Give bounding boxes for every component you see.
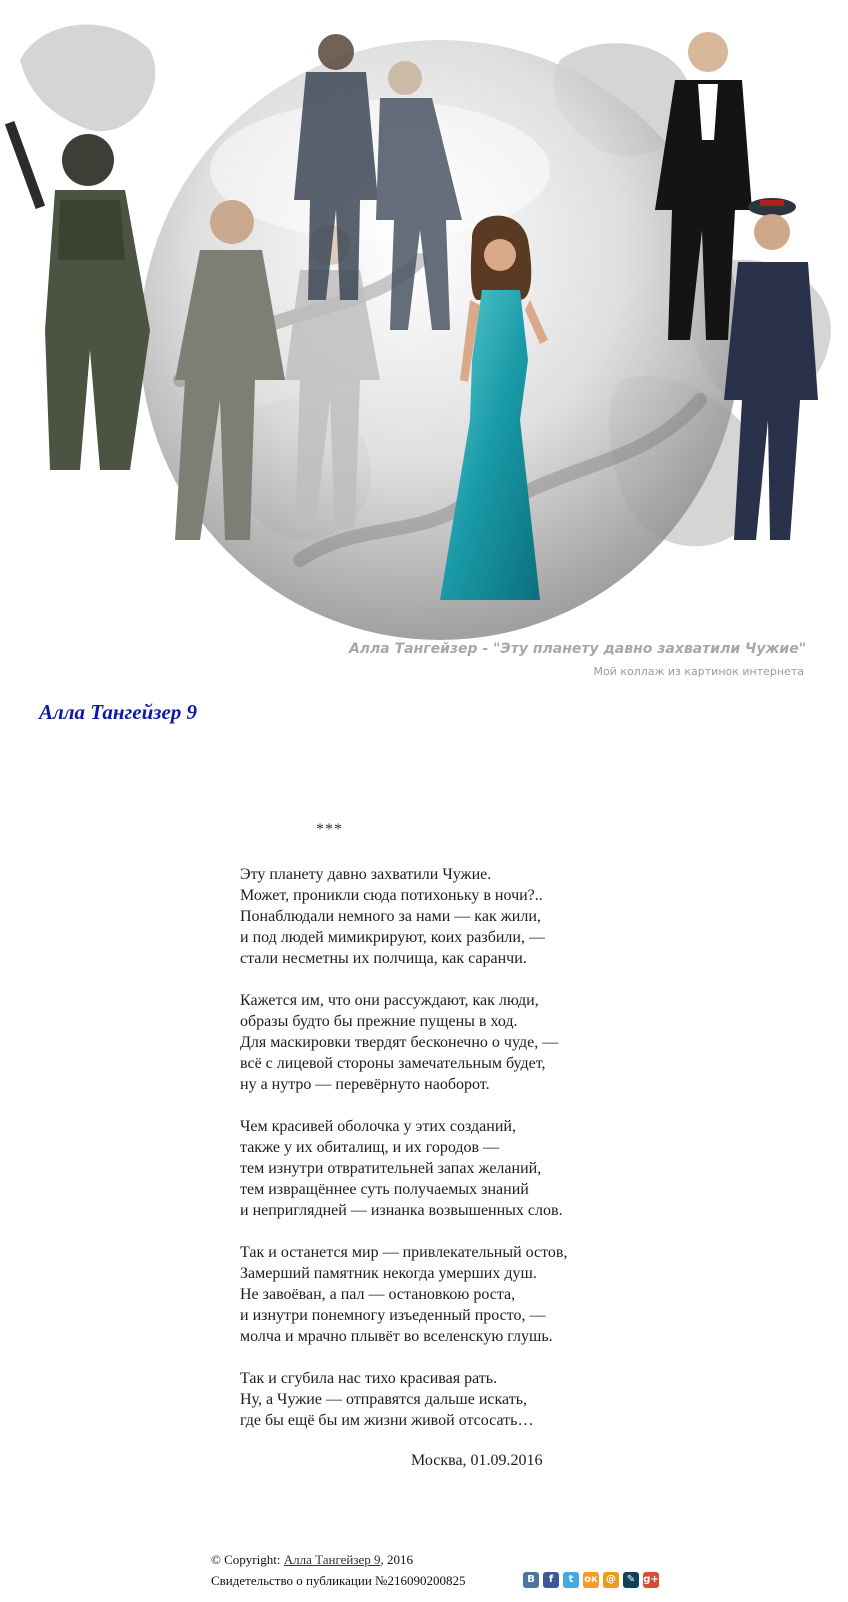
collage-caption-subtitle: Мой коллаж из картинок интернета [593, 665, 804, 678]
poem-line: Так и останется мир — привлекательный остов, [240, 1244, 568, 1261]
author-link[interactable]: Алла Тангейзер 9 [39, 700, 198, 724]
poem-line: Так и сгубила нас тихо красивая рать. [240, 1370, 498, 1387]
poem-line: Не завоёван, а пал — остановкою роста, [240, 1286, 516, 1303]
poem-line: и неприглядней — изнанка возвышенных слов. [240, 1202, 563, 1219]
poem-line: Для маскировки твердят бесконечно о чуде, — [240, 1034, 559, 1051]
copyright-prefix: © Copyright: [211, 1552, 284, 1567]
poem-line: тем изнутри отвратительней запах желаний, [240, 1160, 542, 1177]
googleplus-icon[interactable]: g+ [643, 1572, 659, 1588]
poem-line: и под людей мимикрируют, коих разбили, — [240, 929, 545, 946]
poem-line: образы будто бы прежние пущены в ход. [240, 1013, 518, 1030]
vkontakte-icon[interactable]: В [523, 1572, 539, 1588]
poem-line: тем извращённее суть получаемых знаний [240, 1181, 529, 1198]
poem-line: Может, проникли сюда потихоньку в ночи?.. [240, 887, 543, 904]
twitter-icon[interactable]: t [563, 1572, 579, 1588]
collage-banner [0, 0, 848, 690]
poem-line: Замерший памятник некогда умерших душ. [240, 1265, 537, 1282]
copyright-suffix: , 2016 [380, 1552, 413, 1567]
copyright-author-link[interactable]: Алла Тангейзер 9 [283, 1552, 381, 1567]
collage-caption-title: Алла Тангейзер - "Эту планету давно захватили Чужие" [348, 641, 806, 657]
poem-line: также у их обиталищ, и их городов — [240, 1139, 500, 1156]
odnoklassniki-icon[interactable]: ок [583, 1572, 599, 1588]
poem-line: ну а нутро — перевёрнуто наоборот. [240, 1076, 490, 1093]
poem-line: Эту планету давно захватили Чужие. [240, 866, 492, 883]
officer-figure [724, 198, 818, 540]
poem-stanza [240, 1368, 710, 1431]
poem-stanza [240, 990, 710, 1095]
poem-signature: Москва, 01.09.2016 [411, 1452, 543, 1469]
poem-line: молча и мрачно плывёт во вселенскую глушь. [240, 1328, 553, 1345]
mailru-icon[interactable]: @ [603, 1572, 619, 1588]
share-buttons [523, 1572, 659, 1588]
poem-line: Кажется им, что они рассуждают, как люди, [240, 992, 539, 1009]
poem-line: стали несметны их полчища, как саранчи. [240, 950, 527, 967]
collage-image [0, 0, 848, 690]
soldier-figure [5, 121, 150, 470]
poem-stanza [240, 864, 710, 969]
poem-line: всё с лицевой стороны замечательным будет, [240, 1055, 546, 1072]
poem-body [240, 864, 710, 1452]
poem-line: где бы ещё бы им жизни живой отсосать… [240, 1412, 534, 1429]
copyright-line [211, 1552, 413, 1568]
poem-stanza [240, 1116, 710, 1221]
poem-line: Ну, а Чужие — отправятся дальше искать, [240, 1391, 528, 1408]
poem-line: Понаблюдали немного за нами — как жили, [240, 908, 541, 925]
poem-stars: *** [316, 821, 343, 838]
poem-stanza [240, 1242, 710, 1347]
poem-line: Чем красивей оболочка у этих созданий, [240, 1118, 516, 1135]
facebook-icon[interactable]: f [543, 1572, 559, 1588]
livejournal-icon[interactable]: ✎ [623, 1572, 639, 1588]
poem-line: и изнутри понемногу изъеденный просто, — [240, 1307, 546, 1324]
publication-certificate: Свидетельство о публикации №216090200825 [211, 1573, 466, 1588]
